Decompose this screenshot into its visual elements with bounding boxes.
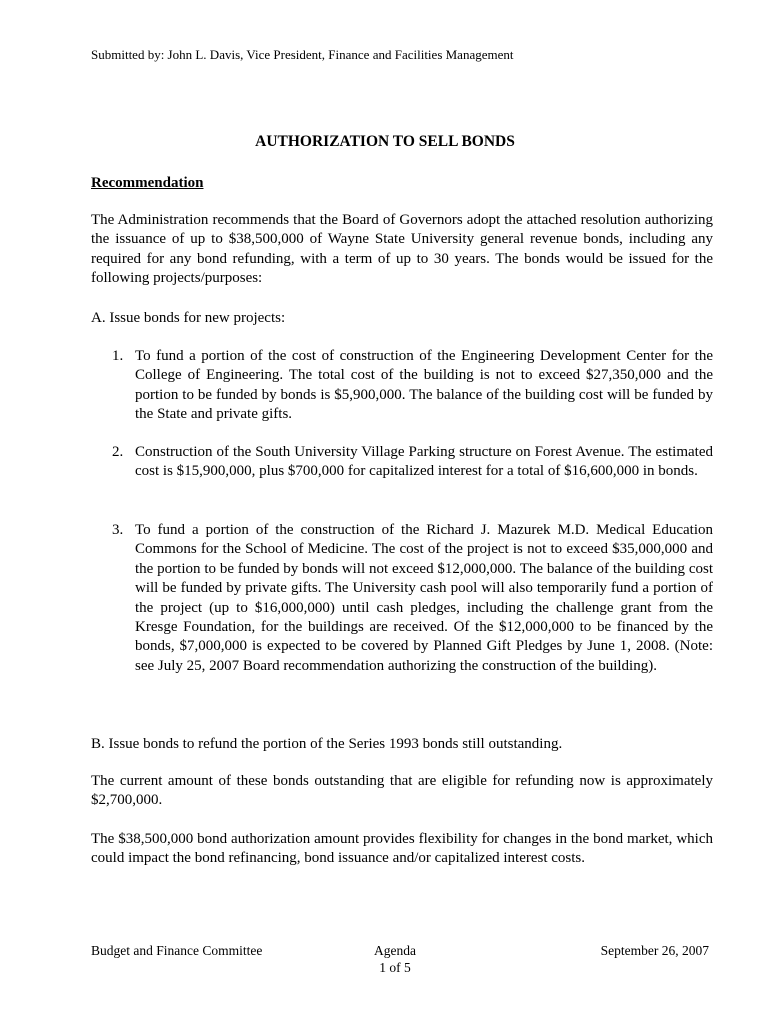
list-item-number: 1. [112,348,124,364]
list-item-text: Construction of the South University Village Parking structure on Forest Avenue. The estimated cost is $15,900,000, plus $700,000 for capitalized interest for a total of $16,600,000 in bonds. [135,444,713,480]
footer-committee: Budget and Finance Committee [91,943,263,958]
part-b-paragraph: B. Issue bonds to refund the portion of the Series 1993 bonds still outstanding. [91,736,563,752]
list-item-number: 3. [112,522,124,538]
document-title: AUTHORIZATION TO SELL BONDS [255,133,515,150]
current-amount-paragraph: The current amount of these bonds outstanding that are eligible for refunding now is approximately $2,700,000. [91,773,713,809]
intro-paragraph: The Administration recommends that the Board of Governors adopt the attached resolution authorizing the issuance of up to $38,500,000 of Wayne State University general revenue bonds, including any required for any bond refunding, with a term of up to 30 years. The bonds would be issued for the following projects/purposes: [91,212,713,287]
list-item-text: To fund a portion of the cost of construction of the Engineering Development Center for the College of Engineering. The total cost of the building is not to exceed $27,350,000 and the portion to be funded by bonds is $5,900,000. The balance of the building cost will be funded by the State and private gifts. [135,348,713,423]
footer-date: September 26, 2007 [600,943,709,958]
footer-agenda-block [345,942,445,976]
part-a-heading: A. Issue bonds for new projects: [91,310,286,326]
recommendation-heading: Recommendation [91,175,204,191]
submitted-by-line: Submitted by: John L. Davis, Vice President, Finance and Facilities Management [91,47,514,62]
project-list-item [112,521,713,676]
footer-page-number: 1 of 5 [379,960,411,975]
project-list-item [112,443,713,482]
project-list-item [112,347,713,425]
list-item-text: To fund a portion of the construction of the Richard J. Mazurek M.D. Medical Education Commons for the School of Medicine. The cost of the project is not to exceed $35,000,000 and the portion to be funded by bonds will not exceed $12,000,000. The balance of the building cost will be funded by private gifts. The University cash pool will also temporarily fund a portion of the project (up to $16,000,000) until cash pledges, including the challenge grant from the Kresge Foundation, for the buildings are received. Of the $12,000,000 to be financed by the bonds, $7,000,000 is expected to be covered by Planned Gift Pledges by June 1, 2008. (Note: see July 25, 2007 Board recommendation authorizing the construction of the building). [135,522,713,674]
list-item-number: 2. [112,444,124,460]
authorization-note-paragraph: The $38,500,000 bond authorization amount provides flexibility for changes in the bond market, which could impact the bond refinancing, bond issuance and/or capitalized interest costs. [91,831,713,867]
footer-agenda: Agenda [374,943,416,958]
